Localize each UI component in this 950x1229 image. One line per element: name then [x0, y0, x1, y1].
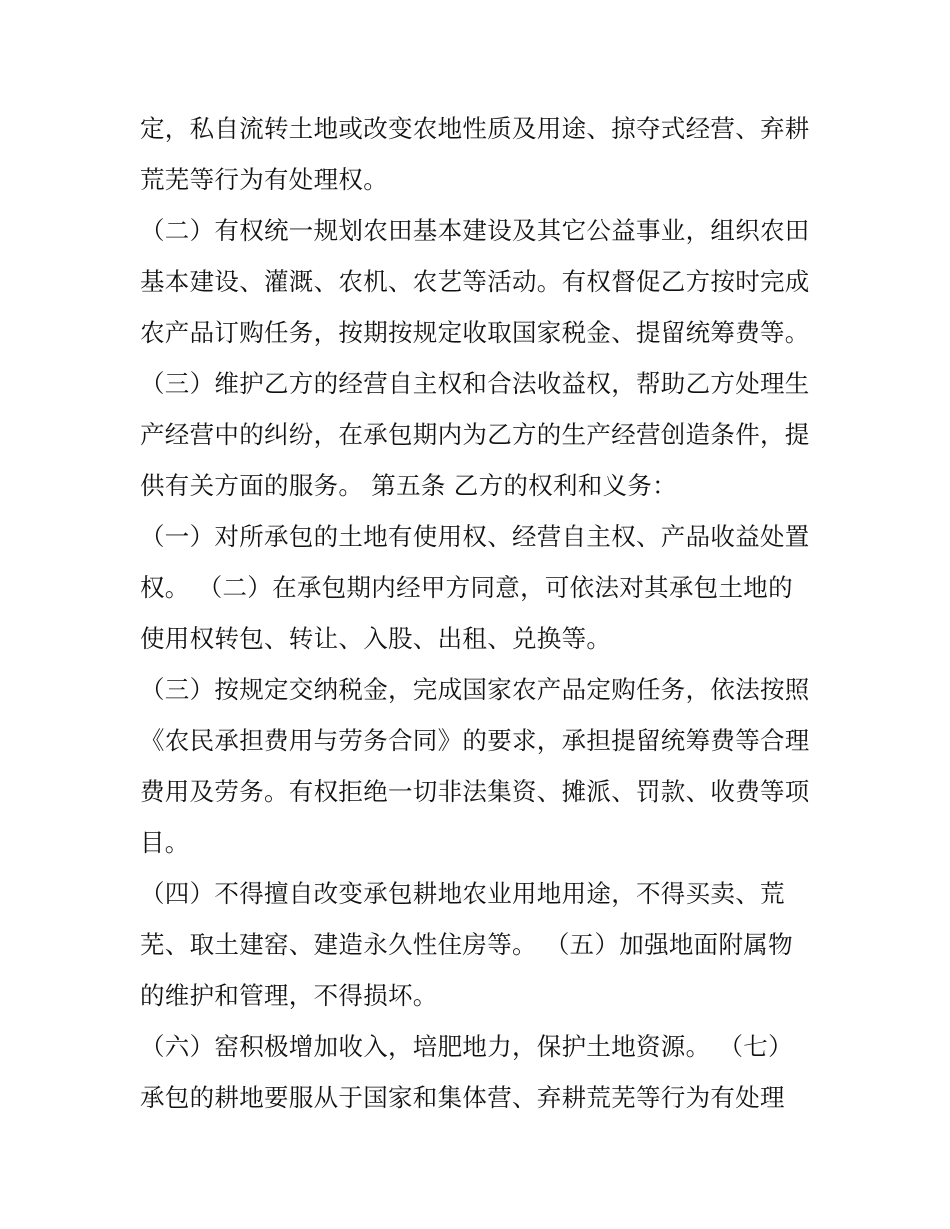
text-line: 农产品订购任务，按期按规定收取国家税金、提留统筹费等。: [140, 318, 810, 347]
text-line: （二）有权统一规划农田基本建设及其它公益事业，组织农田: [140, 216, 810, 245]
text-line: 权。 （二）在承包期内经甲方同意，可依法对其承包土地的: [140, 573, 793, 602]
text-line: 的维护和管理，不得损坏。: [140, 981, 438, 1010]
text-line: 使用权转包、转让、入股、出租、兑换等。: [140, 624, 612, 653]
text-line: 目。: [140, 828, 190, 857]
text-line: （一）对所承包的土地有使用权、经营自主权、产品收益处置: [140, 522, 810, 551]
text-line: 定，私自流转土地或改变农地性质及用途、掠夺式经营、弃耕: [140, 114, 810, 143]
text-line: 芜、取土建窑、建造永久性住房等。 （五）加强地面附属物: [140, 930, 793, 959]
text-line: （四）不得擅自改变承包耕地农业用地用途，不得买卖、荒: [140, 879, 785, 908]
text-line: 荒芜等行为有处理权。: [140, 165, 388, 194]
text-line: （三）按规定交纳税金，完成国家农产品定购任务，依法按照: [140, 675, 810, 704]
text-line: 基本建设、灌溉、农机、农艺等活动。有权督促乙方按时完成: [140, 267, 810, 296]
text-line: 费用及劳务。有权拒绝一切非法集资、摊派、罚款、收费等项: [140, 777, 810, 806]
text-line: 产经营中的纠纷，在承包期内为乙方的生产经营创造条件，提: [140, 420, 810, 449]
text-line: 供有关方面的服务。 第五条 乙方的权利和义务：: [140, 471, 677, 500]
text-line: （三）维护乙方的经营自主权和合法收益权，帮助乙方处理生: [140, 369, 810, 398]
text-line: 承包的耕地要服从于国家和集体营、弃耕荒芜等行为有处理: [140, 1083, 785, 1112]
text-line: 《农民承担费用与劳务合同》的要求，承担提留统筹费等合理: [140, 726, 810, 755]
text-line: （六）窑积极增加收入，培肥地力，保护土地资源。 （七）: [140, 1032, 793, 1061]
